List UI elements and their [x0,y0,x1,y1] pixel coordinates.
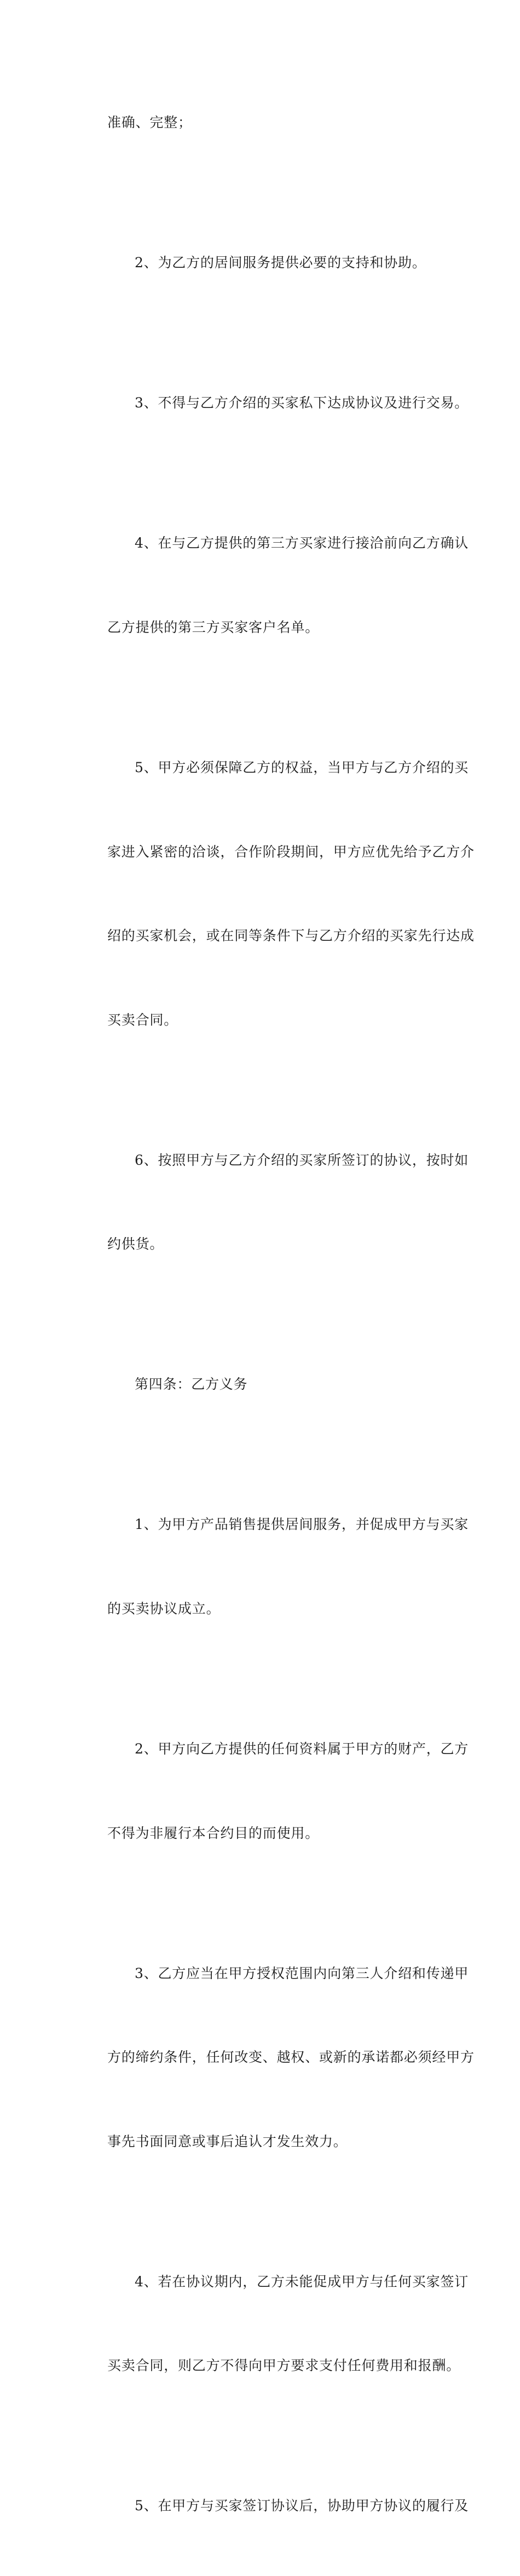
text-line: 乙方提供的第三方买家客户名单。 [107,619,320,635]
paragraph-obligation-2 [80,193,441,333]
paragraph-duty-4 [80,2211,469,2436]
text-line: 准确、完整； [107,114,192,131]
text-line: 1、为甲方产品销售提供居间服务，并促成甲方与买家 [135,1516,469,1533]
text-line: 的买卖协议成立。 [107,1600,221,1617]
text-line: 事先书面同意或事后追认才发生效力。 [107,2133,348,2149]
paragraph-duty-1 [80,1454,469,1679]
text-line: 绍的买家机会，或在同等条件下与乙方介绍的买家先行达成 [107,928,475,944]
paragraph-obligation-3 [80,333,469,473]
text-line: 家进入紧密的洽谈，合作阶段期间，甲方应优先给予乙方介 [107,843,475,860]
section-heading: 第四条：乙方义务 [135,1376,248,1393]
text-line: 方的缔约条件，任何改变、越权、或新的承诺都必须经甲方 [107,2049,475,2066]
paragraph-obligation-6 [80,1090,469,1314]
text-line: 3、不得与乙方介绍的买家私下达成协议及进行交易。 [135,395,469,411]
text-line: 5、在甲方与买家签订协议后，协助甲方协议的履行及 [135,2498,469,2514]
text-line: 不得为非履行本合约目的而使用。 [107,1825,320,1841]
text-line: 约供货。 [107,1236,164,1252]
text-line: 4、在与乙方提供的第三方买家进行接洽前向乙方确认 [135,535,469,551]
document-body [80,53,475,2576]
text-line: 5、甲方必须保障乙方的权益，当甲方与乙方介绍的买 [135,760,469,775]
text-line: 6、按照甲方与乙方介绍的买家所签订的协议，按时如 [135,1152,469,1168]
text-line: 买卖合同。 [107,1011,178,1028]
paragraph-duty-5 [80,2436,469,2576]
text-line: 2、甲方向乙方提供的任何资料属于甲方的财产，乙方 [135,1740,469,1757]
text-line: 买卖合同，则乙方不得向甲方要求支付任何费用和报酬。 [107,2358,461,2374]
paragraph-continuation [80,53,441,193]
section-heading-article-4 [80,1314,441,1454]
paragraph-duty-2 [80,1679,469,1904]
text-line: 4、若在协议期内，乙方未能促成甲方与任何买家签订 [135,2273,469,2290]
paragraph-obligation-4 [80,473,469,698]
text-line: 2、为乙方的居间服务提供必要的支持和协助。 [135,255,426,271]
paragraph-duty-3 [80,1903,475,2211]
text-line: 3、乙方应当在甲方授权范围内向第三人介绍和传递甲 [135,1965,469,1981]
paragraph-obligation-5 [80,698,475,1090]
